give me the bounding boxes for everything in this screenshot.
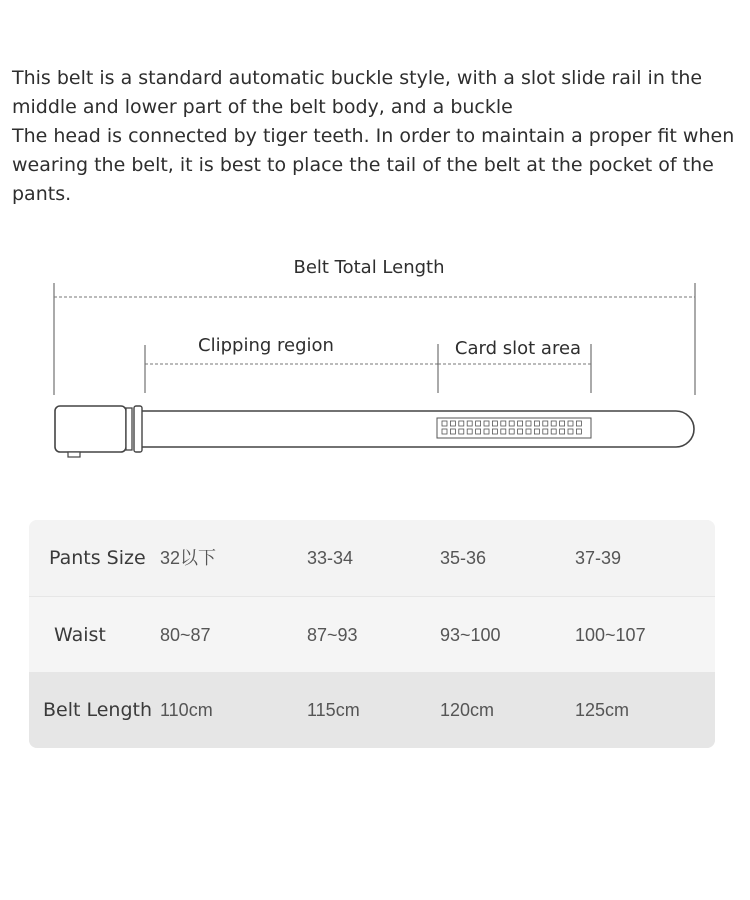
slot-hole	[476, 429, 481, 434]
slot-hole	[568, 429, 573, 434]
slot-hole	[492, 421, 497, 426]
slot-hole	[560, 421, 565, 426]
slot-hole	[476, 421, 481, 426]
slot-hole	[543, 429, 548, 434]
buckle-bar-inner	[126, 408, 132, 450]
slot-hole	[467, 429, 472, 434]
slot-hole	[450, 421, 455, 426]
slot-hole	[576, 429, 581, 434]
waist-value: 80~87	[160, 625, 211, 645]
waist-value: 87~93	[307, 625, 358, 645]
slot-hole	[526, 429, 531, 434]
slot-hole	[484, 421, 489, 426]
slot-hole	[501, 421, 506, 426]
belt-length-value: 110cm	[160, 700, 213, 720]
waist-label: Waist	[54, 624, 106, 646]
pants-size-value: 35-36	[440, 548, 487, 568]
pants-size-value: 37-39	[575, 548, 622, 568]
slot-hole	[568, 421, 573, 426]
slot-hole	[509, 429, 514, 434]
slot-hole	[534, 421, 539, 426]
slot-hole	[459, 429, 464, 434]
slot-hole	[459, 421, 464, 426]
belt-length-value: 120cm	[440, 700, 495, 720]
buckle-clip	[68, 452, 80, 457]
size-table	[29, 520, 715, 748]
belt-description	[12, 64, 748, 209]
slot-hole	[484, 429, 489, 434]
slot-hole	[518, 429, 523, 434]
table-row-waist	[29, 596, 715, 673]
pants-size-value: 32以下	[160, 548, 217, 568]
clipping-region-label: Clipping region	[198, 335, 334, 356]
belt-length-value: 115cm	[307, 700, 360, 720]
slot-hole	[501, 429, 506, 434]
slot-hole	[543, 421, 548, 426]
pants-size-value: 33-34	[307, 548, 354, 568]
slot-hole	[560, 429, 565, 434]
belt-diagram-svg	[0, 240, 750, 480]
slot-hole	[492, 429, 497, 434]
waist-value: 100~107	[575, 625, 646, 645]
slot-hole	[551, 429, 556, 434]
slot-hole	[442, 429, 447, 434]
belt-length-label: Belt Length	[43, 699, 153, 721]
slot-hole	[467, 421, 472, 426]
pants-size-label: Pants Size	[49, 547, 146, 569]
buckle-bar-outer	[134, 406, 142, 452]
slot-hole	[576, 421, 581, 426]
slot-hole	[551, 421, 556, 426]
slot-hole	[442, 421, 447, 426]
table-row-belt-length	[29, 672, 715, 748]
waist-value: 93~100	[440, 625, 501, 645]
belt-length-value: 125cm	[575, 700, 630, 720]
slot-hole	[518, 421, 523, 426]
slot-hole	[526, 421, 531, 426]
slot-hole	[534, 429, 539, 434]
description-line-1: This belt is a standard automatic buckle style, with a slot slide rail in the middle and lower part of the belt body, and a buckle	[12, 67, 703, 118]
total-length-label: Belt Total Length	[293, 257, 445, 278]
table-row-pants-size	[29, 520, 715, 596]
belt-buckle	[55, 406, 126, 452]
belt-diagram	[0, 240, 750, 480]
description-line-2: The head is connected by tiger teeth. In order to maintain a proper fit when wearing the belt, it is best to place the tail of the belt at the pocket of the pants.	[12, 125, 735, 205]
card-slot-label: Card slot area	[454, 338, 582, 359]
belt-strap	[138, 411, 694, 447]
slot-hole	[450, 429, 455, 434]
slot-hole	[509, 421, 514, 426]
